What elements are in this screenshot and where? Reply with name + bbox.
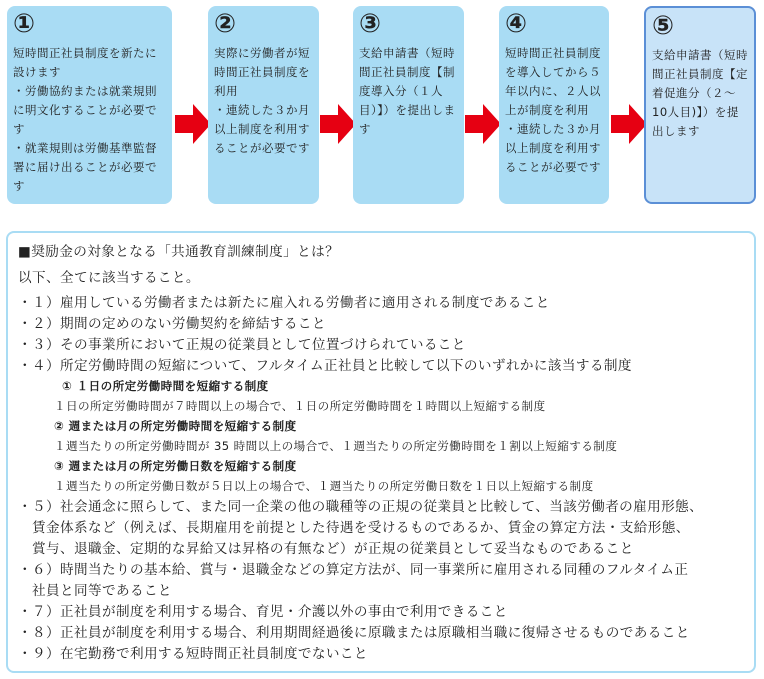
criteria-item-5-line-1: ・５）社会通念に照らして、また同一企業の他の職種等の正規の従業員と比較して、当該労働者の雇用形態、 — [18, 499, 704, 515]
step-text: 短時間正社員制度を新たに設けます ・労働協約または就業規則に明文化することが必要です ・就業規則は労働基準監督署に届け出ることが必要です — [13, 46, 157, 193]
step-text: 短時間正社員制度を導入してから５年以内に、２人以上が制度を利用 ・連続した３か月以上制度を利用することが必要です — [505, 46, 601, 174]
criteria-item-6-line-2: 社員と同等であること — [18, 583, 172, 599]
criteria-item-8: ・８）正社員が制度を利用する場合、利用期間経過後に原職または原職相当職に復帰させるものであること — [18, 625, 690, 641]
step-box-5 — [644, 6, 756, 204]
criteria-item-5-line-2: 賃金体系など（例えば、長期雇用を前提とした待遇を受けるものであるか、賃金の算定方法・支給形態、 — [18, 520, 690, 536]
arrow-right-icon — [465, 104, 501, 144]
criteria-sub-1-detail: １日の所定労働時間が７時間以上の場合で、１日の所定労働時間を１時間以上短縮する制度 — [54, 399, 546, 413]
arrow-right-icon — [611, 104, 647, 144]
step-box-3 — [353, 6, 464, 204]
criteria-sub-3-detail: １週当たりの所定労働日数が５日以上の場合で、１週当たりの所定労働日数を１日以上短縮する制度 — [54, 479, 594, 493]
step-text: 支給申請書（短時間正社員制度【制度導入分（１人目）】）を提出します — [359, 46, 456, 136]
criteria-item-9: ・９）在宅勤務で利用する短時間正社員制度でないこと — [18, 646, 368, 662]
step-box-4 — [499, 6, 609, 204]
criteria-item-1: ・１）雇用している労働者または新たに雇入れる労働者に適用される制度であること — [18, 295, 550, 311]
arrow-right-icon — [175, 104, 211, 144]
step-number: ③ — [359, 9, 382, 39]
criteria-sub-1-title: ① １日の所定労働時間を短縮する制度 — [62, 379, 269, 393]
arrow-right-icon — [320, 104, 356, 144]
criteria-sub-2-title: ② 週または月の所定労働時間を短縮する制度 — [54, 419, 297, 433]
step-number: ① — [13, 9, 36, 39]
criteria-panel — [6, 231, 756, 673]
step-text: 支給申請書（短時間正社員制度【定着促進分（２～10人目)】）を提出します — [652, 48, 748, 138]
criteria-item-7: ・７）正社員が制度を利用する場合、育児・介護以外の事由で利用できること — [18, 604, 508, 620]
step-number: ④ — [505, 9, 528, 39]
criteria-item-2: ・２）期間の定めのない労働契約を締結すること — [18, 316, 326, 332]
criteria-item-6-line-1: ・６）時間当たりの基本給、賞与・退職金などの算定方法が、同一事業所に雇用される同種のフルタイム正 — [18, 562, 689, 578]
criteria-intro: 以下、全てに該当すること。 — [18, 270, 200, 286]
step-box-2 — [208, 6, 319, 204]
criteria-title: ■奨励金の対象となる「共通教育訓練制度」とは？ — [18, 244, 340, 260]
criteria-item-3: ・３）その事業所において正規の従業員として位置づけられていること — [18, 337, 466, 353]
step-text: 実際に労働者が短時間正社員制度を利用 ・連続した３か月以上制度を利用することが必要です — [214, 46, 310, 155]
step-number: ② — [214, 9, 237, 39]
criteria-item-4: ・４）所定労働時間の短縮について、フルタイム正社員と比較して以下のいずれかに該当する制度 — [18, 358, 632, 374]
criteria-item-5-line-3: 賞与、退職金、定期的な昇給又は昇格の有無など）が正規の従業員として妥当なものであること — [18, 541, 634, 557]
step-number: ⑤ — [652, 11, 675, 41]
criteria-sub-2-detail: １週当たりの所定労働時間が 35 時間以上の場合で、１週当たりの所定労働時間を１割以上短縮する制度 — [54, 439, 618, 453]
criteria-sub-3-title: ③ 週または月の所定労働日数を短縮する制度 — [54, 459, 297, 473]
step-box-1 — [7, 6, 172, 204]
